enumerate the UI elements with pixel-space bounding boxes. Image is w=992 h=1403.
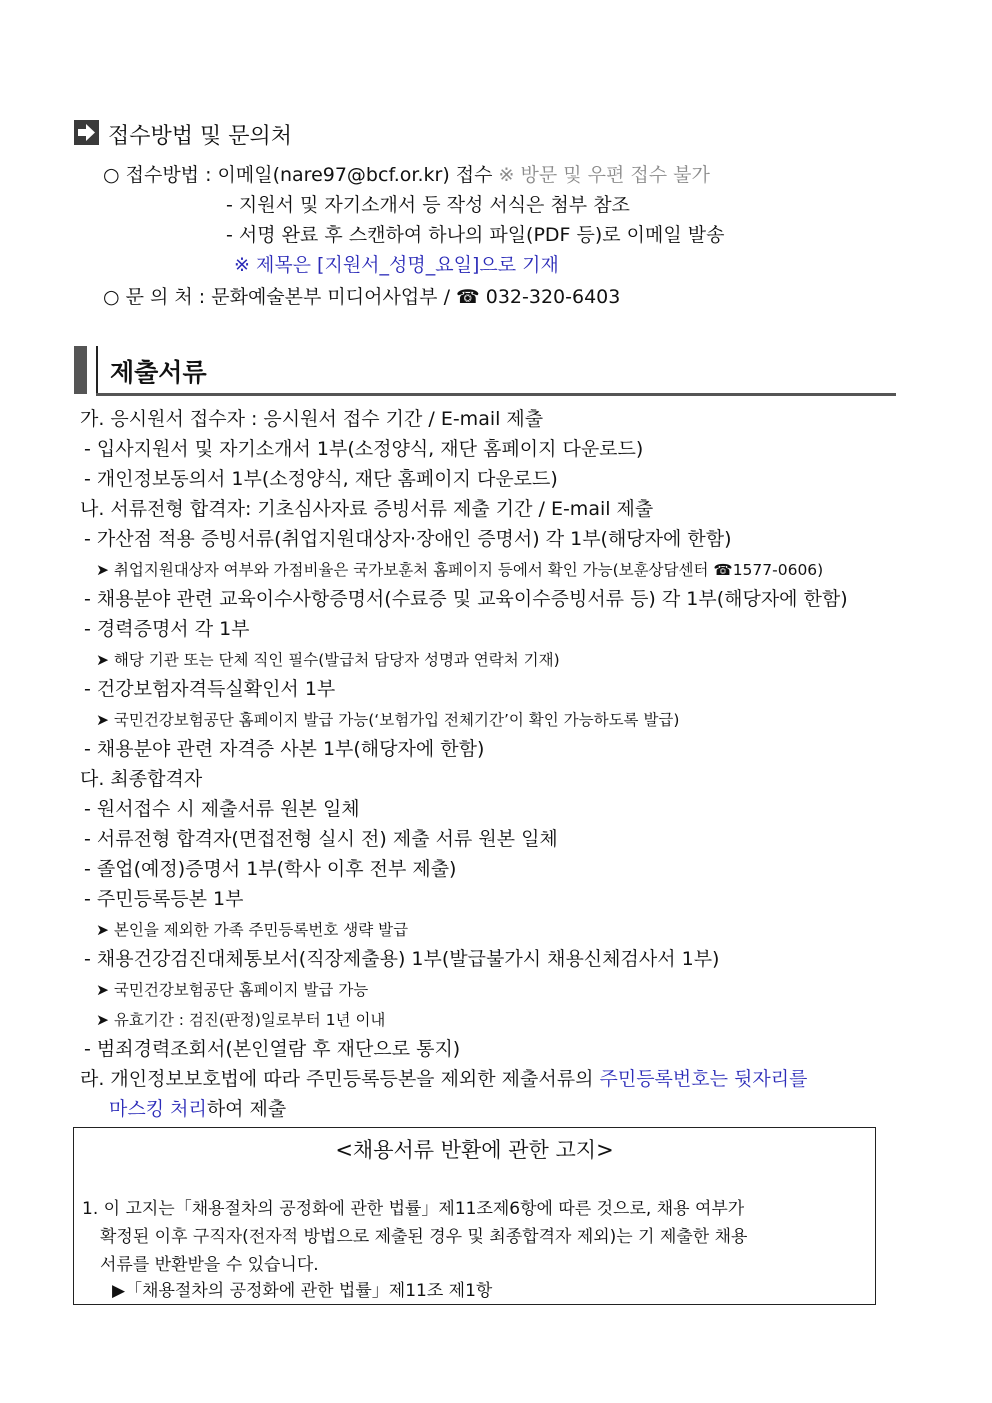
masking-line-2 [109,1094,286,1121]
method-sub1: - 지원서 및 자기소개서 등 작성 서식은 첨부 참조 [226,194,630,216]
contact-value: 문화예술본부 미디어사업부 / [211,286,457,308]
masking-highlight-2: 마스킹 처리 [109,1098,207,1120]
arrow-right-icon [74,120,99,145]
notice-line-2: 확정된 이후 구직자(전자적 방법으로 제출된 경우 및 최종합격자 제외)는 기 제출한 채용 [100,1227,748,1247]
list-item: - 원서접수 시 제출서류 원본 일체 [84,798,360,820]
list-item: 다. 최종합격자 [80,768,203,790]
list-item: - 채용건강검진대체통보서(직장제출용) 1부(발급불가시 채용신체검사서 1부) [84,948,720,970]
method-note: ※ 방문 및 우편 접수 불가 [498,164,710,186]
method-sub2: - 서명 완료 후 스캔하여 하나의 파일(PDF 등)로 이메일 발송 [226,224,725,246]
masking-line-1 [80,1064,807,1091]
list-subnote: ➤ 국민건강보험공단 홈페이지 발급 가능(‘보험가입 전체기간’이 확인 가능하도록 발급) [96,711,680,729]
section1-title: 접수방법 및 문의처 [108,124,293,149]
list-item: - 입사지원서 및 자기소개서 1부(소정양식, 재단 홈페이지 다운로드) [84,438,644,460]
list-subnote: ➤ 국민건강보험공단 홈페이지 발급 가능 [96,981,369,999]
list-item: 나. 서류전형 합격자: 기초심사자료 증빙서류 제출 기간 / E-mail 제출 [80,498,654,520]
notice-title: <채용서류 반환에 관한 고지> [335,1138,614,1162]
list-item: - 개인정보동의서 1부(소정양식, 재단 홈페이지 다운로드) [84,468,558,490]
list-item: - 주민등록등본 1부 [84,888,244,910]
method-sub3: ※ 제목은 [지원서_성명_요일]으로 기재 [234,254,559,276]
list-item: - 가산점 적용 증빙서류(취업지원대상자·장애인 증명서) 각 1부(해당자에 한함) [84,528,732,550]
section2-left-bar [74,346,87,394]
contact-line [103,282,620,309]
list-item: - 서류전형 합격자(면접전형 실시 전) 제출 서류 원본 일체 [84,828,558,850]
notice-line-4: ▶「채용절차의 공정화에 관한 법률」제11조 제1항 [112,1281,493,1301]
contact-label: ○ 문 의 처 : [103,286,212,308]
method-label: ○ 접수방법 : [103,164,218,186]
section2-divider [96,346,98,394]
notice-box [73,1127,876,1305]
list-subnote: ➤ 유효기간 : 검진(판정)일로부터 1년 이내 [96,1011,386,1029]
method-line [103,160,710,187]
list-item: - 채용분야 관련 자격증 사본 1부(해당자에 한함) [84,738,485,760]
list-item: 가. 응시원서 접수자 : 응시원서 접수 기간 / E-mail 제출 [80,408,544,430]
masking-highlight-1: 주민등록번호는 뒷자리를 [599,1068,808,1090]
contact-phone: ☎ 032-320-6403 [456,286,621,308]
list-subnote: ➤ 본인을 제외한 가족 주민등록번호 생략 발급 [96,921,409,939]
method-value: 이메일(nare97@bcf.or.kr) 접수 [217,164,499,186]
list-item: - 졸업(예정)증명서 1부(학사 이후 전부 제출) [84,858,457,880]
list-subnote: ➤ 해당 기관 또는 단체 직인 필수(발급처 담당자 성명과 연락처 기재) [96,651,560,669]
section2-title: 제출서류 [110,358,207,387]
section2-underline [96,393,896,396]
list-item: - 경력증명서 각 1부 [84,618,250,640]
list-item: - 범죄경력조회서(본인열람 후 재단으로 통지) [84,1038,461,1060]
masking-suffix: 하여 제출 [206,1098,287,1120]
list-item: - 채용분야 관련 교육이수사항증명서(수료증 및 교육이수증빙서류 등) 각 1부(해당자에 한함) [84,588,848,610]
notice-line-3: 서류를 반환받을 수 있습니다. [100,1255,319,1275]
list-item: - 건강보험자격득실확인서 1부 [84,678,336,700]
notice-line-1: 1. 이 고지는「채용절차의 공정화에 관한 법률」제11조제6항에 따른 것으로, 채용 여부가 [82,1199,745,1219]
list-subnote: ➤ 취업지원대상자 여부와 가점비율은 국가보훈처 홈페이지 등에서 확인 가능(보훈상담센터 ☎1577-0606) [96,561,824,579]
masking-prefix: 라. 개인정보보호법에 따라 주민등록등본을 제외한 제출서류의 [80,1068,600,1090]
